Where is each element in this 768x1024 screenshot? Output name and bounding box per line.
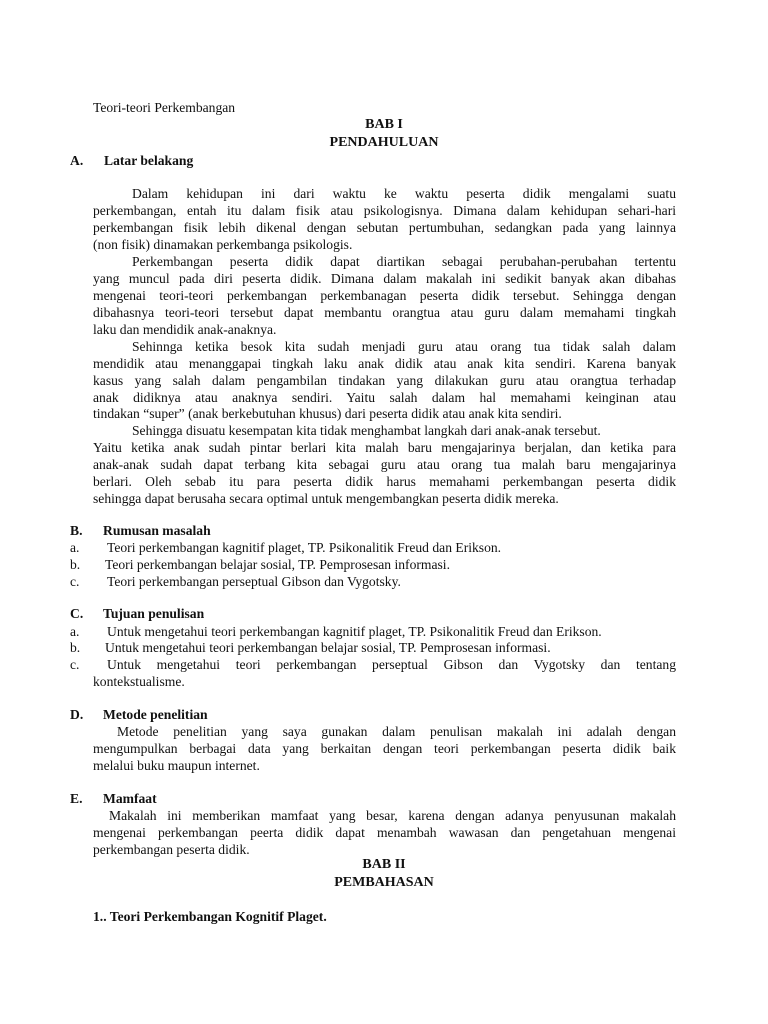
paragraph-line: perkembangan fisik lebih dikenal dengan sebutan pertumbuhan, sedangkan pada yang lainnya: [93, 220, 676, 235]
bab1-label: BAB I: [365, 117, 403, 132]
section-a-title: Latar belakang: [104, 153, 194, 168]
paragraph-line: Dalam kehidupan ini dari waktu ke waktu peserta didik mengalami suatu: [132, 186, 676, 201]
paragraph-line: berlari. Oleh sebab itu para peserta didik harus memahami perkembangan peserta didik: [93, 474, 676, 489]
paragraph-line: anak didiknya atau anaknya sendiri. Yaitu salah dalam hal memahami keinginan atau: [93, 390, 676, 405]
paragraph-line: mengenai perkembangan peerta didik dapat menambah wawasan dan pengetahuan mengenai: [93, 825, 676, 840]
section-a-letter: A.: [70, 153, 84, 168]
paragraph-line: anak-anak sudah dapat terbang kita sebagai guru atau orang tua malah baru mengajarinya: [93, 457, 676, 472]
section-c-letter: C.: [70, 606, 84, 621]
section-d-title: Metode penelitian: [103, 707, 208, 722]
bab1-title: PENDAHULUAN: [329, 135, 439, 150]
list-item-text: Untuk mengetahui teori perkembangan perseptual Gibson dan Vygotsky dan tentang: [107, 657, 676, 672]
list-item-text: Untuk mengetahui teori perkembangan belajar sosial, TP. Pemprosesan informasi.: [105, 640, 551, 655]
bab2-label: BAB II: [362, 857, 406, 872]
paragraph-line: Sehingga disuatu kesempatan kita tidak menghambat langkah dari anak-anak tersebut.: [132, 423, 601, 438]
paragraph-line: laku dan mendidik anak-anaknya.: [93, 322, 277, 337]
paragraph-line: melalui buku maupun internet.: [93, 758, 260, 773]
section-b-letter: B.: [70, 523, 83, 538]
section-b-title: Rumusan masalah: [103, 523, 211, 538]
list-item-text: Teori perkembangan belajar sosial, TP. Pemprosesan informasi.: [105, 557, 450, 572]
paragraph-line: mengenai teori-teori perkembangan perkembanagan peserta didik tersebut. Sehingga dengan: [93, 288, 676, 303]
list-item-text: Untuk mengetahui teori perkembangan kagnitif plaget, TP. Psikonalitik Freud dan Erikson.: [107, 624, 602, 639]
paragraph-line: Metode penelitian yang saya gunakan dalam penulisan makalah ini adalah dengan: [117, 724, 676, 739]
paragraph-line: perkembangan peserta didik.: [93, 842, 250, 857]
list-item-label: a.: [70, 540, 80, 555]
paragraph-line: sehingga dapat berusaha secara optimal untuk mengembangkan peserta didik mereka.: [93, 491, 559, 506]
paragraph-line: mendidik atau menanggapai tingkah laku anak didik atau anak kita sendiri. Karena banyak: [93, 356, 676, 371]
list-item-text: Teori perkembangan perseptual Gibson dan Vygotsky.: [107, 574, 401, 589]
list-item-text: Teori perkembangan kagnitif plaget, TP. Psikonalitik Freud dan Erikson.: [107, 540, 502, 555]
subsection-heading: 1.. Teori Perkembangan Kognitif Plaget.: [93, 909, 327, 924]
paragraph-line: (non fisik) dinamakan perkembanga psikologis.: [93, 237, 353, 252]
paragraph-line: Makalah ini memberikan mamfaat yang besar, karena dengan adanya penyusunan makalah: [109, 808, 676, 823]
list-item-label: c.: [70, 657, 80, 672]
list-item-label: b.: [70, 640, 81, 655]
paragraph-line: perkembangan, entah itu dalam fisik atau psikologisnya. Dimana dalam kehidupan sehari-hari: [93, 203, 676, 218]
paragraph-line: Sehinnga ketika besok kita sudah menjadi guru atau orang tua tidak salah dalam: [132, 339, 676, 354]
list-item-label: c.: [70, 574, 80, 589]
list-item-label: b.: [70, 557, 81, 572]
document-title: Teori-teori Perkembangan: [93, 100, 236, 115]
paragraph-line: mengumpulkan berbagai data yang berkaitan dengan teori perkembangan peserta didik baik: [93, 741, 676, 756]
paragraph-line: yang muncul pada diri peserta didik. Dimana dalam makalah ini sedikit banyak akan dibahas: [93, 271, 676, 286]
paragraph-line: Perkembangan peserta didik dapat diartikan sebagai perubahan-perubahan tertentu: [132, 254, 676, 269]
paragraph-line: dibahasnya teori-teori tersebut dapat membantu orangtua atau guru dalam memahami tingkah: [93, 305, 676, 320]
list-item-label: a.: [70, 624, 80, 639]
section-c-title: Tujuan penulisan: [103, 606, 205, 621]
section-e-letter: E.: [70, 791, 83, 806]
list-item-continuation: kontekstualisme.: [93, 674, 185, 689]
section-d-letter: D.: [70, 707, 84, 722]
paragraph-line: tindakan “super” (anak berkebutuhan khusus) dari peserta didik atau anak kita sendiri.: [93, 406, 562, 421]
paragraph-line: kasus yang salah dalam pengambilan tindakan yang dilakukan guru atau orangtua terhadap: [93, 373, 676, 388]
paragraph-line: Yaitu ketika anak sudah pintar berlari kita malah baru mengajarinya berjalan, dan ketika para: [93, 440, 676, 455]
bab2-title: PEMBAHASAN: [334, 875, 434, 890]
section-e-title: Mamfaat: [103, 791, 157, 806]
